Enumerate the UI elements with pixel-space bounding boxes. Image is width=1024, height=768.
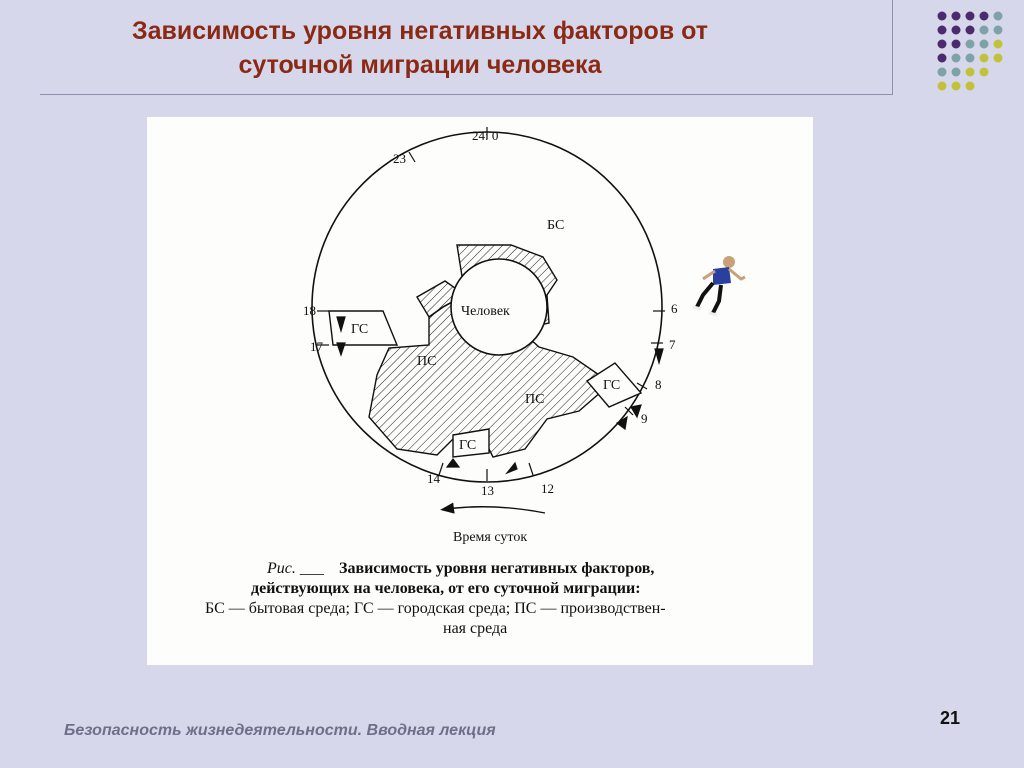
city-left-label: ГС bbox=[351, 322, 369, 337]
dot-row-4 bbox=[938, 54, 1003, 63]
work-right-label: ПС bbox=[525, 392, 545, 407]
dot-row-5 bbox=[938, 68, 989, 77]
hour-8-label: 8 bbox=[655, 377, 662, 392]
hour-12-label: 12 bbox=[541, 481, 554, 496]
diagram-figure bbox=[147, 117, 813, 665]
hour-17-label: 17 bbox=[310, 339, 323, 354]
center-label: Человек bbox=[461, 304, 510, 319]
hour-14-label: 14 bbox=[427, 471, 440, 486]
hour-24-0-label: 24: 0 bbox=[472, 128, 499, 143]
time-axis-label: Время суток bbox=[453, 530, 528, 545]
city-right-label: ГС bbox=[603, 378, 621, 393]
figure-caption bbox=[205, 560, 666, 637]
caption-title-line-1: Зависимость уровня негативных факторов, bbox=[339, 560, 655, 577]
dot-row-6 bbox=[938, 82, 975, 91]
footer-course-title: Безопасность жизнедеятельности. Вводная лекция bbox=[64, 722, 496, 739]
decorative-dot-grid bbox=[934, 8, 1014, 98]
hour-23-label: 23 bbox=[393, 151, 406, 166]
hour-6-label: 6 bbox=[671, 301, 678, 316]
hour-13-label: 13 bbox=[481, 483, 494, 498]
slide-title bbox=[60, 14, 780, 82]
caption-prefix: Рис. ___ bbox=[267, 560, 324, 577]
hour-9-label: 9 bbox=[641, 411, 648, 426]
home-environment-label: БС bbox=[547, 218, 565, 233]
hour-7-label: 7 bbox=[669, 337, 676, 352]
caption-legend-line-1: БС — бытовая среда; ГС — городская среда; ПС — производствен- bbox=[205, 600, 666, 617]
caption-title-line-2: действующих на человека, от его суточной миграции: bbox=[251, 580, 641, 597]
city-bottom-label: ГС bbox=[459, 438, 477, 453]
runner-illustration bbox=[693, 256, 745, 315]
dot-row-2 bbox=[938, 26, 1003, 35]
hour-18-label: 18 bbox=[303, 303, 316, 318]
time-axis-arrow bbox=[447, 507, 545, 513]
slide-title-line-2: суточной миграции человека bbox=[238, 51, 602, 79]
dot-row-1 bbox=[938, 12, 1003, 21]
work-left-label: ПС bbox=[417, 354, 437, 369]
slide-title-line-1: Зависимость уровня негативных факторов от bbox=[131, 17, 709, 45]
dot-row-3 bbox=[938, 40, 1003, 49]
caption-legend-line-2: ная среда bbox=[443, 620, 508, 637]
page-number: 21 bbox=[940, 708, 961, 728]
